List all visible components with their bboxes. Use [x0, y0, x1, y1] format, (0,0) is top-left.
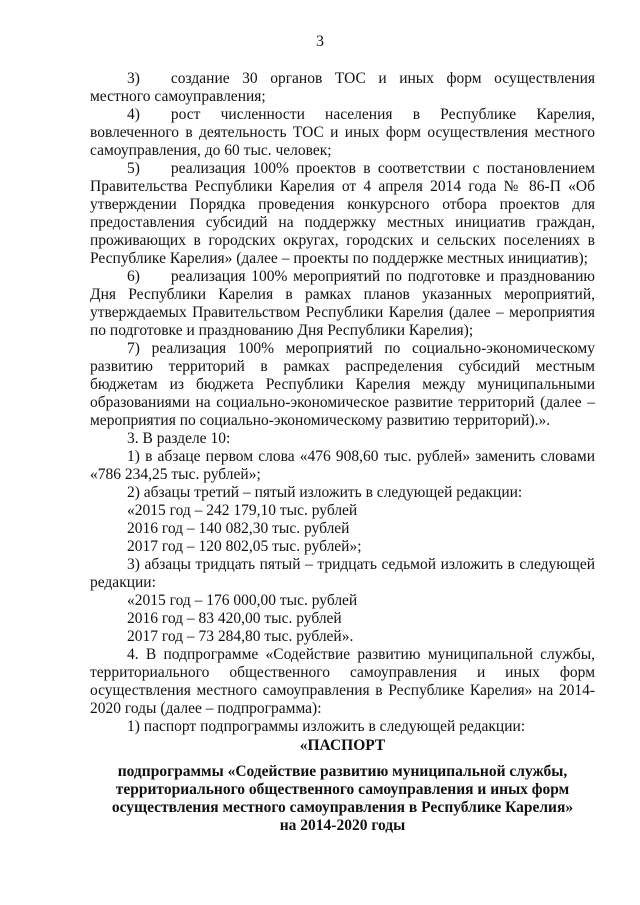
budget-line-2016-a: 2016 год – 140 082,30 тыс. рублей: [127, 520, 350, 537]
budget-line-2017-a: 2017 год – 120 802,05 тыс. рублей»;: [127, 538, 362, 555]
passport-subtitle-line: подпрограммы «Содействие развитию муниципальной службы,: [117, 763, 568, 780]
paragraph-passport-intro: 1) паспорт подпрограммы изложить в следующей редакции:: [127, 718, 526, 735]
passport-subtitle-line: на 2014-2020 годы: [279, 817, 406, 834]
paragraph-section-3: 3. В разделе 10:: [127, 430, 231, 447]
passport-subtitle: [90, 763, 595, 835]
paragraph-item-5: 5) реализация 100% проектов в соответствии с постановлением Правительства Республики Карелия от 4 апреля 2014 года № 86-П «Об утверждении Порядка проведения конкурсного отбора проектов для предоставления субсидий на поддержку местных инициатив граждан, проживающих в городских округах, городских и сельских поселениях в Республике Карелия» (далее – проекты по поддержке местных инициатив);: [90, 160, 595, 267]
paragraph-item-7: 7) реализация 100% мероприятий по социально-экономическому развитию территорий в рамках распределения субсидий местным бюджетам из бюджета Республики Карелия между муниципальными образованиями на социально-экономическое развитие территорий (далее – мероприятия по социально-экономическому развитию территорий).».: [90, 340, 595, 429]
page-number: 3: [316, 33, 324, 50]
passport-subtitle-line: территориального общественного самоуправления и иных форм: [115, 781, 570, 798]
budget-line-2015-b: «2015 год – 176 000,00 тыс. рублей: [127, 592, 358, 609]
passport-subtitle-line: осуществления местного самоуправления в Республике Карелия»: [111, 799, 574, 816]
paragraph-item-3: 3) создание 30 органов ТОС и иных форм осуществления местного самоуправления;: [90, 70, 595, 105]
paragraph-section-4: 4. В подпрограмме «Содействие развитию муниципальной службы, территориального общественного самоуправления и иных форм осуществления местного самоуправления в Республике Карелия» на 2014-2020 годы (далее – подпрограмма):: [90, 646, 595, 717]
budget-line-2016-b: 2016 год – 83 420,00 тыс. рублей: [127, 610, 342, 627]
paragraph-amend-3: 3) абзацы тридцать пятый – тридцать седьмой изложить в следующей редакции:: [90, 556, 595, 591]
document-body: [90, 70, 595, 736]
paragraph-amend-1: 1) в абзаце первом слова «476 908,60 тыс. рублей» заменить словами «786 234,25 тыс. рублей»;: [90, 448, 595, 483]
paragraph-item-6: 6) реализация 100% мероприятий по подготовке и празднованию Дня Республики Карелия в рамках планов указанных мероприятий, утверждаемых Правительством Республики Карелия (далее – мероприятия по подготовке и празднованию Дня Республики Карелия);: [90, 268, 595, 339]
paragraph-item-4: 4) рост численности населения в Республике Карелия, вовлеченного в деятельность ТОС и иных форм осуществления местного самоуправления, до 60 тыс. человек;: [90, 106, 595, 159]
passport-title: «ПАСПОРТ: [299, 737, 386, 754]
budget-line-2015-a: «2015 год – 242 179,10 тыс. рублей: [127, 502, 358, 519]
budget-line-2017-b: 2017 год – 73 284,80 тыс. рублей».: [127, 628, 354, 645]
paragraph-amend-2: 2) абзацы третий – пятый изложить в следующей редакции:: [127, 484, 523, 501]
